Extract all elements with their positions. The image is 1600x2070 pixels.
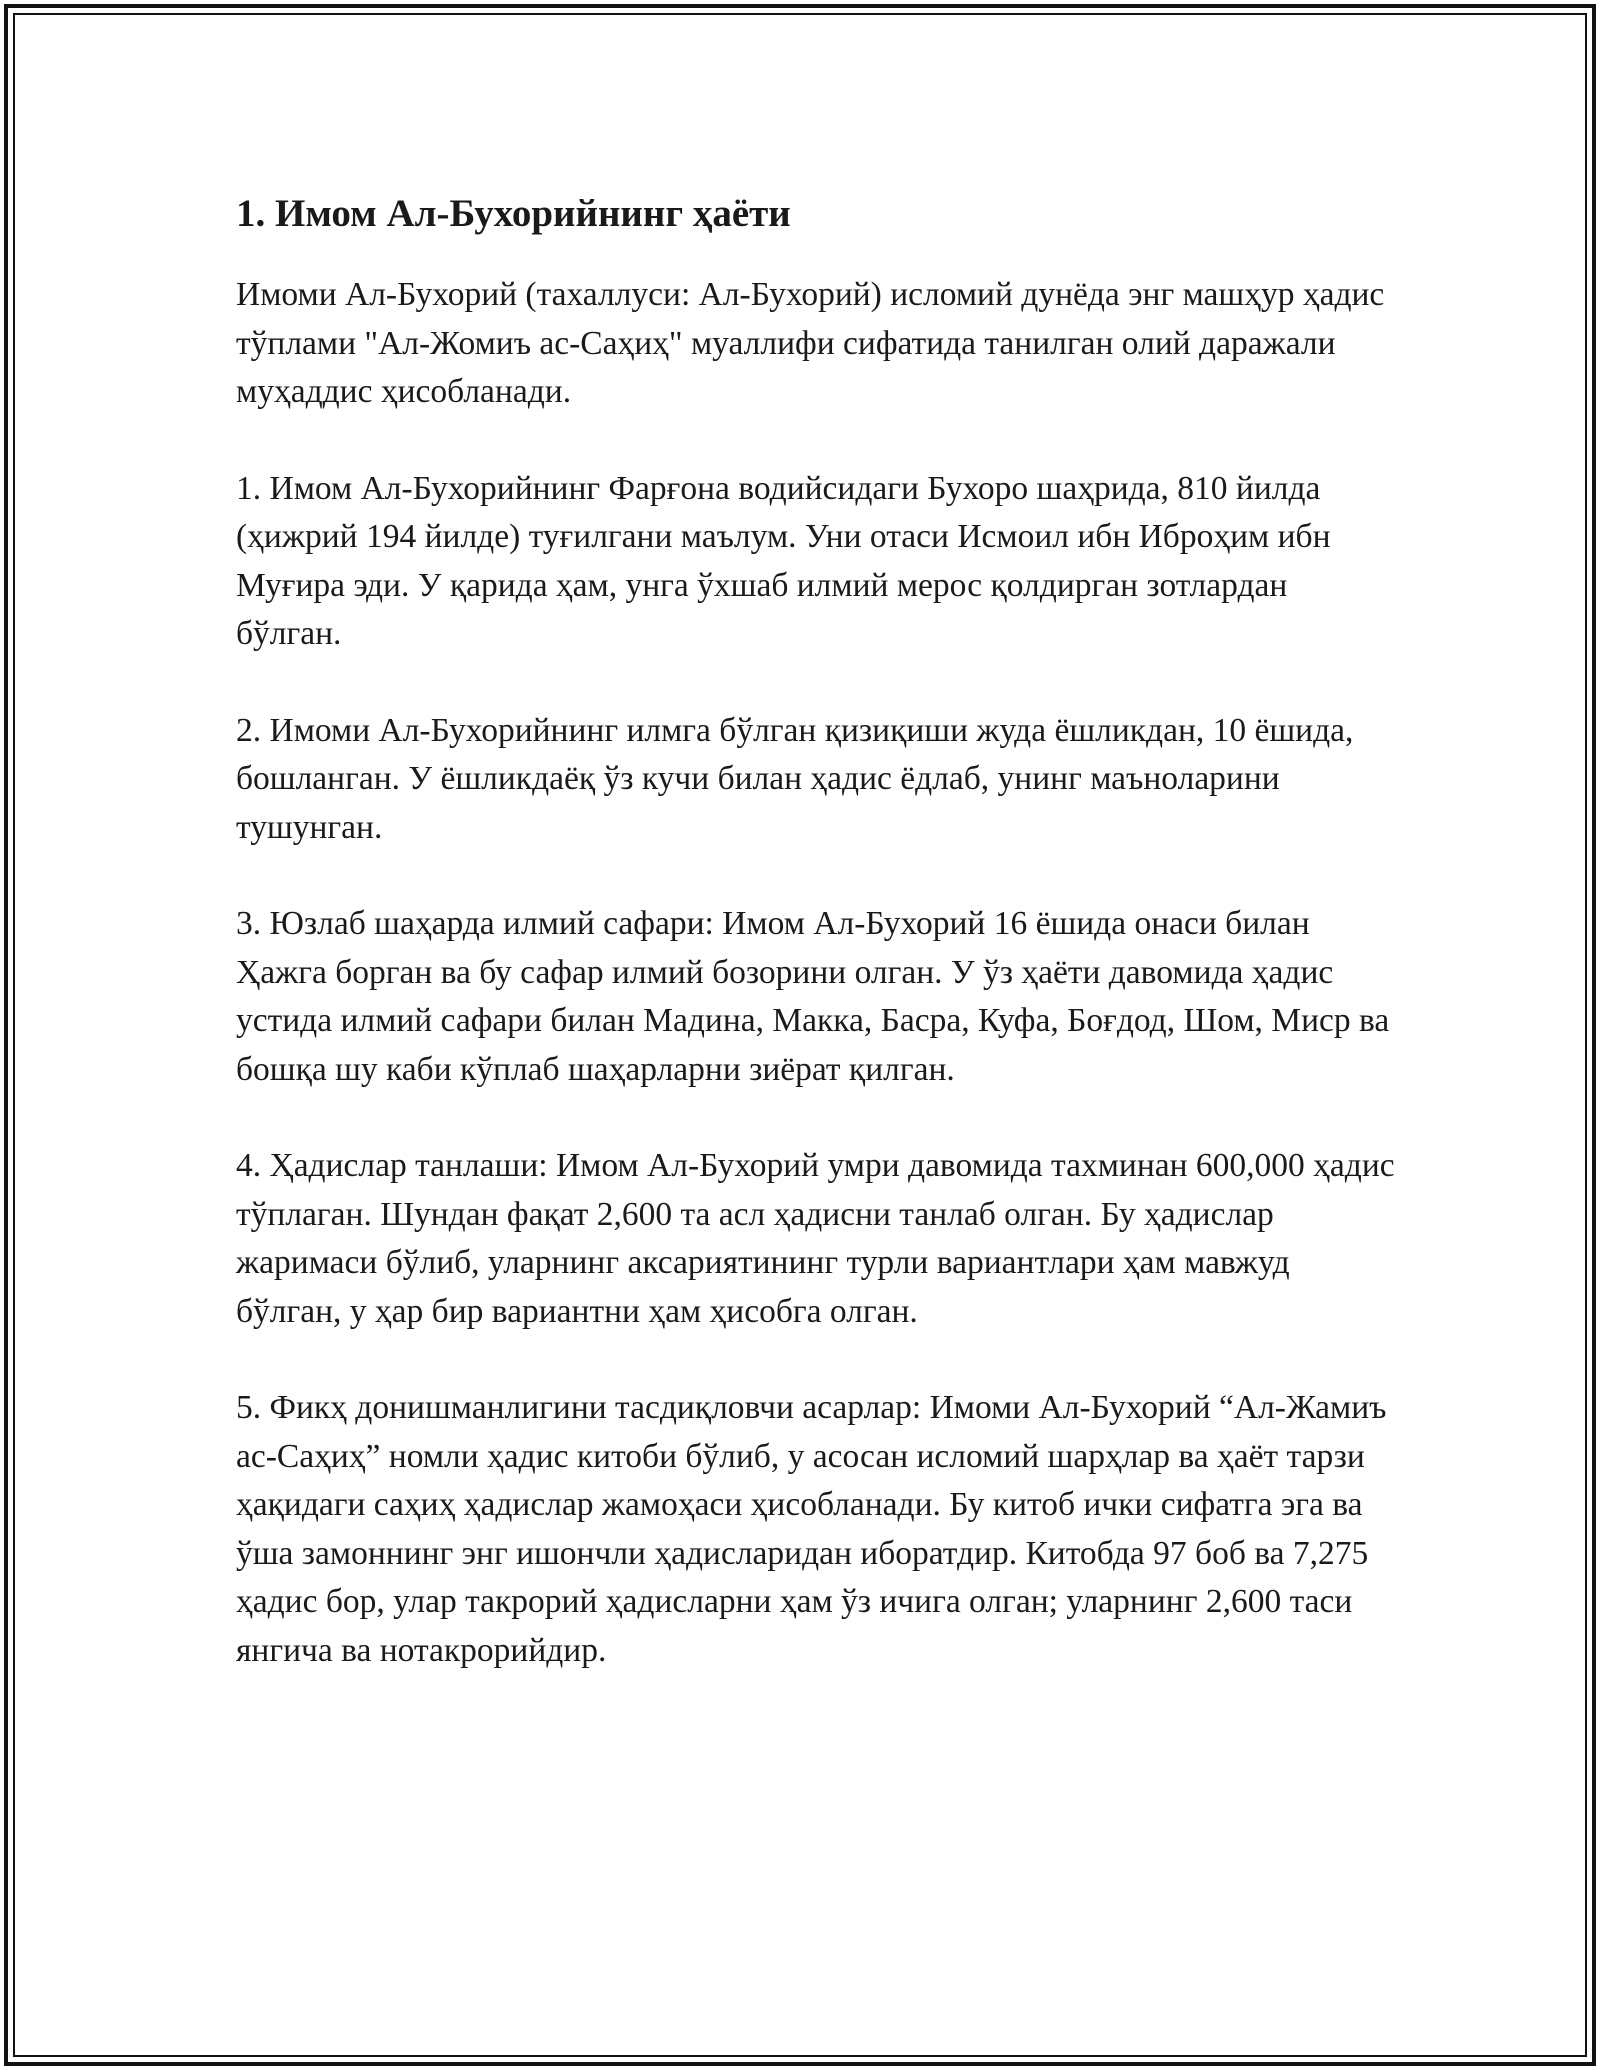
paragraph-2-education: 2. Имоми Ал-Бухорийнинг илмга бўлган қизиқиши жуда ёшликдан, 10 ёшида, бошланган. У ёшликдаёқ ўз кучи билан ҳадис ёдлаб, унинг маъноларини тушунган. (236, 711, 1354, 846)
document-title: 1. Имом Ал-Бухорийнинг ҳаёти (236, 192, 791, 235)
paragraph-1-birth: 1. Имом Ал-Бухорийнинг Фарғона водийсидаги Бухоро шаҳрида, 810 йилда (ҳижрий 194 йилде) туғилгани маълум. Уни отаси Исмоил ибн Иброҳим ибн Муғира эди. У қарида ҳам, унга ўхшаб илмий мерос қолдирган зотлардан бўлган. (236, 469, 1331, 652)
paragraph-5-works: 5. Фикҳ донишманлигини тасдиқловчи асарлар: Имоми Ал-Бухорий “Ал-Жамиъ ас-Саҳиҳ” номли ҳадис китоби бўлиб, у асосан исломий шарҳлар ва ҳаёт тарзи ҳақидаги саҳиҳ ҳадислар жамоҳаси ҳисобланади. Бу китоб ички сифатга эга ва ўша замоннинг энг ишончли ҳадисларидан иборатдир. Китобда 97 боб ва 7,275 ҳадис бор, улар такрорий ҳадисларни ҳам ўз ичига олган; уларнинг 2,600 таси янгича ва нотакрорийдир. (236, 1389, 1387, 1669)
paragraph-3-travels: 3. Юзлаб шаҳарда илмий сафари: Имом Ал-Бухорий 16 ёшида онаси билан Ҳажга борган ва бу сафар илмий бозорини олган. У ўз ҳаёти давомида ҳадис устида илмий сафари билан Мадина, Макка, Басра, Куфа, Боғдод, Шом, Миср ва бошқа шу каби кўплаб шаҳарларни зиёрат қилган. (236, 905, 1390, 1088)
paragraph-4-hadith-selection: 4. Ҳадислар танлаши: Имом Ал-Бухорий умри давомида тахминан 600,000 ҳадис тўплаган. Шундан фақат 2,600 та асл ҳадисни танлаб олган. Бу ҳадислар жаримаси бўлиб, уларнинг аксариятининг турли вариантлари ҳам мавжуд бўлган, у ҳар бир вариантни ҳам ҳисобга олган. (236, 1147, 1395, 1330)
intro-paragraph: Имоми Ал-Бухорий (тахаллуси: Ал-Бухорий) исломий дунёда энг машҳур ҳадис тўплами "Ал-Жомиъ ас-Саҳиҳ" муаллифи сифатида танилган олий даражали муҳаддис ҳисобланади. (236, 276, 1385, 410)
document-body (236, 185, 1396, 1723)
